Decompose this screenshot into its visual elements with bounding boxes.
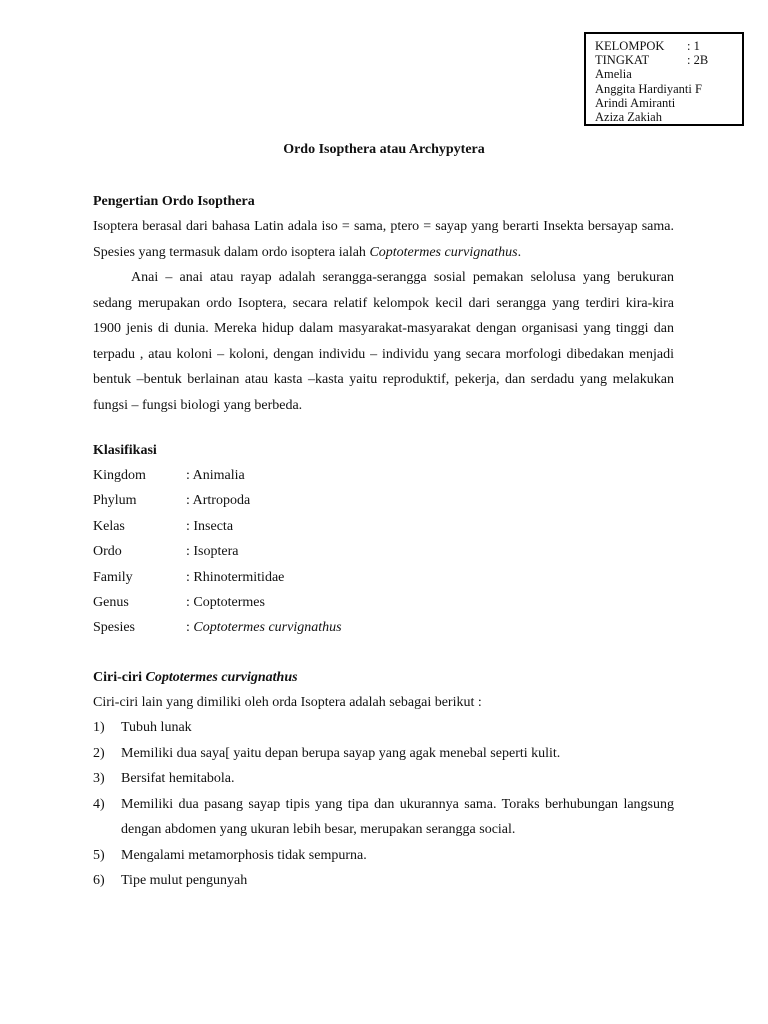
member-name: Anggita Hardiyanti F [595,81,702,96]
classification-row [93,514,674,539]
ciri-section [93,665,674,894]
kelompok-row [595,39,742,53]
classification-key: Kelas [93,518,125,534]
paragraph-end: . [517,244,522,260]
list-text: Mengalami metamorphosis tidak sempurna. [121,847,367,863]
klasifikasi-heading: Klasifikasi [93,443,157,458]
classification-value [186,615,342,640]
tingkat-label: TINGKAT [595,53,650,68]
ciri-intro: Ciri-ciri lain yang dimiliki oleh orda Isoptera adalah sebagai berikut : [93,695,482,710]
list-text: Bersifat hemitabola. [121,771,235,787]
klasifikasi-section [93,438,674,641]
pengertian-paragraph-1 [93,214,674,265]
classification-key: Family [93,569,133,585]
member-name: Aziza Zakiah [595,110,662,125]
list-text: Tipe mulut pengunyah [121,873,248,889]
classification-value: : Insecta [186,518,234,534]
list-item [93,843,674,869]
classification-row [93,488,674,513]
list-number: 5) [93,847,105,863]
list-number: 2) [93,745,105,761]
group-info-box [584,32,744,126]
list-item [93,715,674,741]
list-item [93,792,674,843]
classification-key: Genus [93,595,129,611]
tingkat-row [595,53,742,67]
classification-key: Phylum [93,493,137,509]
pengertian-heading: Pengertian Ordo Isopthera [93,194,255,209]
pengertian-paragraph-2: Anai – anai atau rayap adalah serangga-serangga sosial pemakan selolusa yang berukuran sedang merupakan ordo Isoptera, secara relatif kelompok kecil dari serangga yang terdiri kira-kira 1900 jenis di dunia. Mereka hidup dalam masyarakat-masyarakat dengan organisasi yang tinggi dan terpadu , atau koloni – koloni, dengan individu – individu yang secara morfologi dibedakan menjadi bentuk –bentuk berlainan atau kasta –kasta yaitu reproduktif, pekerja, dan serdadu yang melakukan fungsi – fungsi biologi yang berbeda. [93,270,674,413]
tingkat-value: : 2B [687,53,709,68]
member-name: Arindi Amiranti [595,95,676,110]
classification-row [93,463,674,488]
list-text: Memiliki dua saya[ yaitu depan berupa sayap yang agak menebal seperti kulit. [121,745,561,761]
list-number: 3) [93,771,105,787]
kelompok-label: KELOMPOK [595,39,665,53]
classification-value: : Rhinotermitidae [186,569,285,585]
kelompok-value: : 1 [687,39,700,53]
classification-value: : Coptotermes [186,595,265,611]
list-item [93,741,674,767]
classification-key: Ordo [93,544,122,560]
classification-colon: : [186,620,194,636]
ciri-heading-prefix: Ciri-ciri [93,670,146,685]
document-title: Ordo Isopthera atau Archypytera [283,142,485,157]
classification-key: Kingdom [93,468,146,483]
classification-value: : Animalia [186,468,245,483]
pengertian-section [93,189,674,418]
classification-value: : Artropoda [186,493,251,509]
classification-row [93,590,674,615]
list-number: 6) [93,873,105,889]
list-text: Tubuh lunak [121,720,192,736]
species-name: Coptotermes curvignathus [369,244,518,260]
list-text: Memiliki dua pasang sayap tipis yang tipa dan ukurannya sama. Toraks berhubungan langsung dengan abdomen yang ukuran lebih besar, merupakan serangga social. [121,796,674,838]
classification-row [93,539,674,564]
species-name: Coptotermes curvignathus [193,620,342,636]
species-name: Coptotermes curvignathus [145,670,298,685]
paragraph-text: Isoptera berasal dari bahasa Latin adala iso = sama, ptero = sayap yang berarti Insekta bersayap sama. Spesies yang termasuk dalam ordo isoptera ialah [93,219,674,260]
classification-key: Spesies [93,620,135,636]
member-name: Amelia [595,67,632,82]
list-item [93,766,674,792]
classification-row [93,615,674,640]
classification-value: : Isoptera [186,544,239,560]
list-number: 1) [93,720,105,736]
list-number: 4) [93,796,105,812]
ciri-heading [93,665,674,690]
classification-row [93,565,674,590]
list-item [93,868,674,894]
